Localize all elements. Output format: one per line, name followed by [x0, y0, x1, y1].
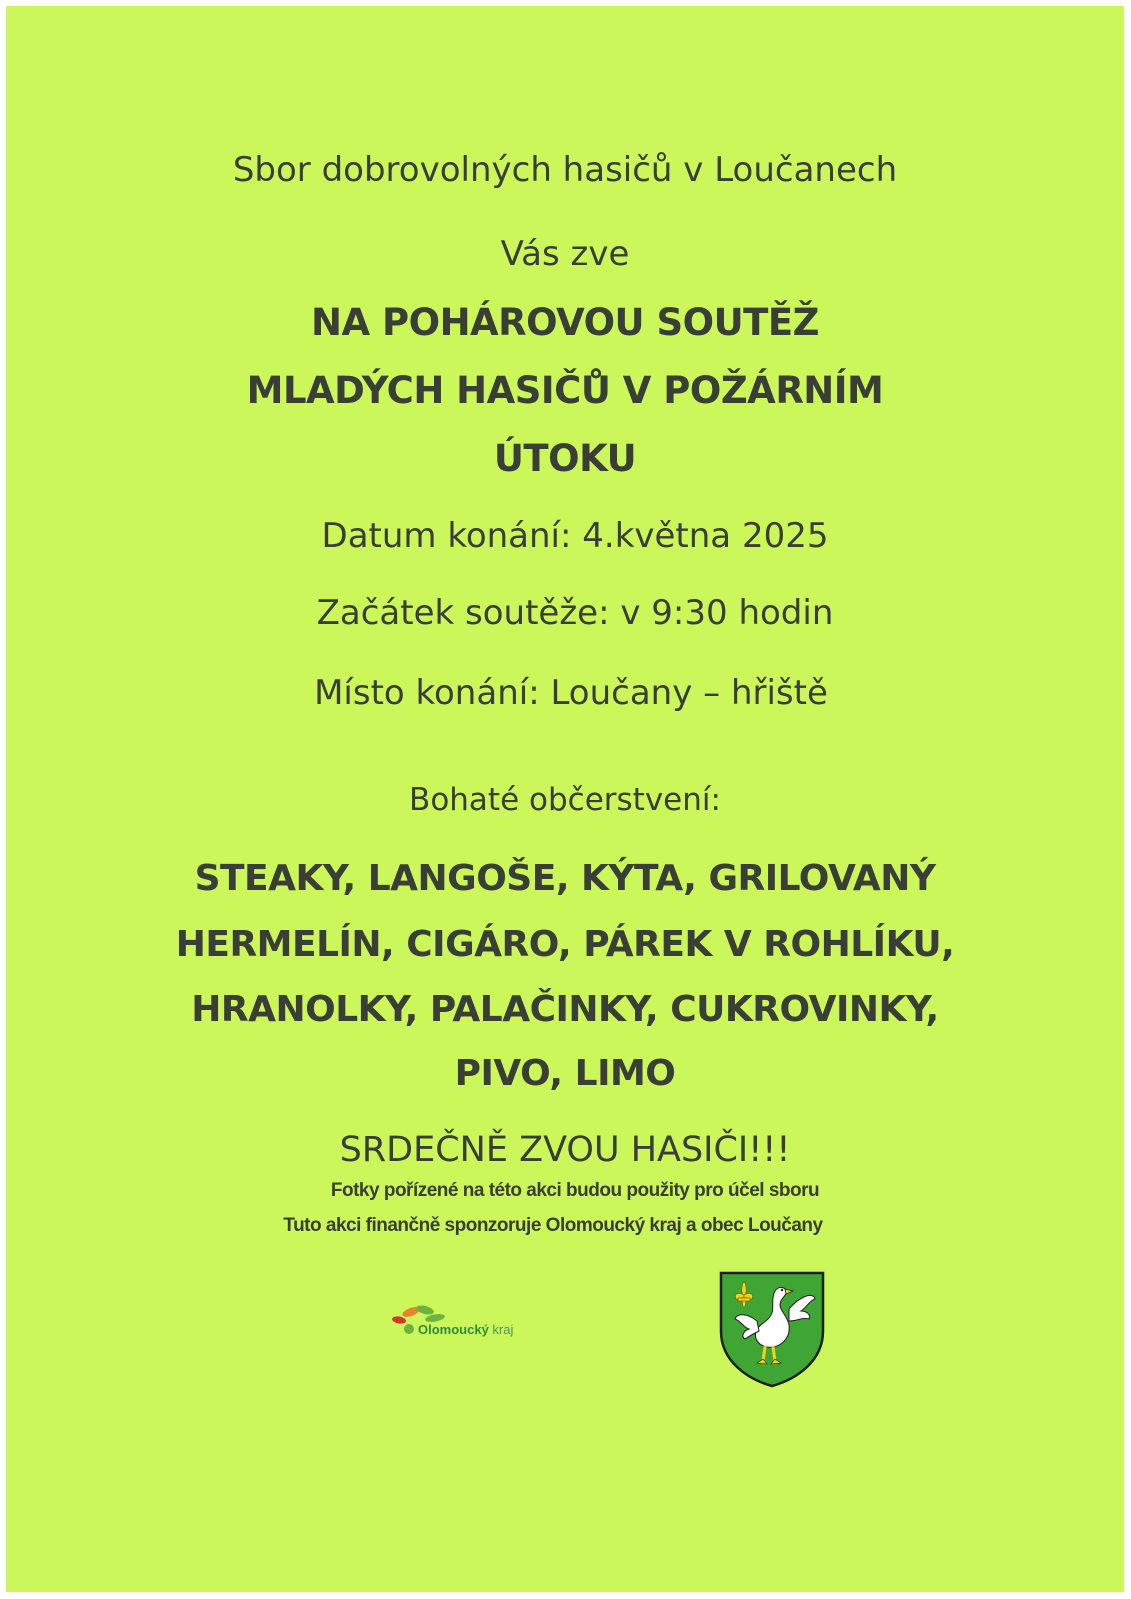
goose-with-fleur-de-lis-crest-icon — [717, 1269, 827, 1389]
kraj-name-bold: Olomoucký — [418, 1322, 489, 1337]
loucany-crest — [717, 1269, 827, 1389]
organizer-line: Sbor dobrovolných hasičů v Loučanech — [232, 150, 898, 190]
headline-line-2: MLADÝCH HASIČŮ V POŽÁRNÍM — [246, 369, 884, 412]
headline-line-1: NA POHÁROVOU SOUTĚŽ — [311, 301, 819, 344]
closing-line: SRDEČNĚ ZVOU HASIČI!!! — [339, 1130, 791, 1170]
olomoucky-kraj-logo — [389, 1302, 549, 1348]
date-line: Datum konání: 4.května 2025 — [321, 516, 829, 556]
refreshments-title: Bohaté občerstvení: — [409, 782, 721, 818]
food-line-3: HRANOLKY, PALAČINKY, CUKROVINKY, — [191, 989, 939, 1030]
photo-note: Fotky pořízené na této akci budou použity pro účel sboru — [330, 1180, 820, 1201]
start-time-line: Začátek soutěže: v 9:30 hodin — [316, 593, 834, 633]
poster-sheet — [6, 6, 1124, 1592]
place-line: Místo konání: Loučany – hřiště — [314, 673, 828, 713]
food-line-2: HERMELÍN, CIGÁRO, PÁREK V ROHLÍKU, — [175, 924, 955, 965]
food-line-4: PIVO, LIMO — [454, 1053, 676, 1094]
invite-line: Vás zve — [500, 234, 630, 274]
food-line-1: STEAKY, LANGOŠE, KÝTA, GRILOVANÝ — [194, 858, 936, 899]
kraj-wordmark — [418, 1322, 513, 1337]
kraj-name-light: kraj — [492, 1322, 514, 1337]
sponsor-note: Tuto akci finančně sponzoruje Olomoucký kraj a obec Loučany — [283, 1215, 823, 1236]
headline-line-3: ÚTOKU — [493, 437, 637, 480]
